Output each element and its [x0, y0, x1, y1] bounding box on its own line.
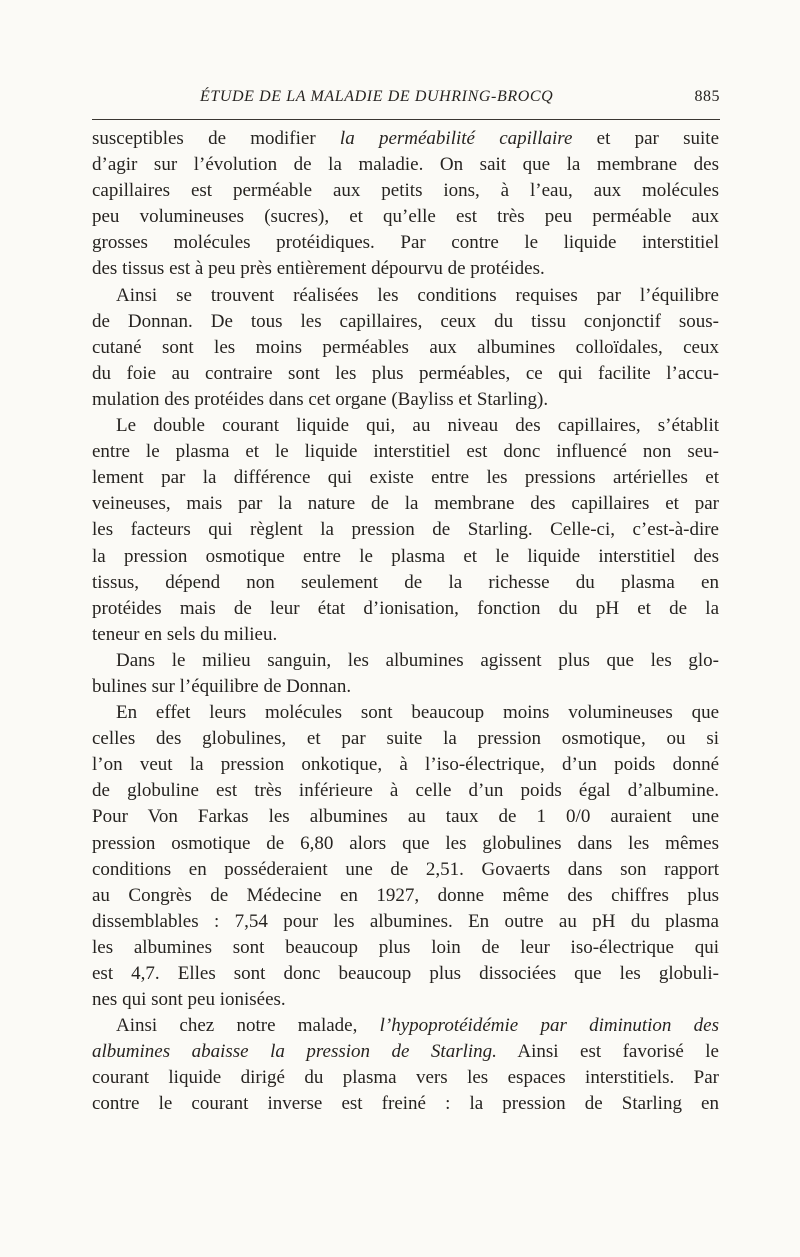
- text-line: au Congrès de Médecine en 1927, donne même des chiffres plus: [92, 884, 719, 906]
- text-line: conditions en posséderaient une de 2,51. Govaerts dans son rapport: [92, 858, 719, 880]
- italic-phrase: albumines abaisse la pression de Starling.: [92, 1041, 497, 1063]
- text-line: courant liquide dirigé du plasma vers les espaces interstitiels. Par: [92, 1067, 719, 1089]
- text-line: Ainsi chez notre malade, l’hypoprotéidémie par diminution des: [116, 1015, 719, 1037]
- text-line: grosses molécules protéidiques. Par contre le liquide interstitiel: [92, 232, 719, 254]
- text-line: Dans le milieu sanguin, les albumines agissent plus que les glo-: [116, 649, 719, 671]
- text-line: d’agir sur l’évolution de la maladie. On sait que la membrane des: [92, 154, 719, 176]
- text-line: protéides mais de leur état d’ionisation, fonction du pH et de la: [92, 597, 719, 619]
- text-line: du foie au contraire sont les plus perméables, ce qui facilite l’accu-: [92, 362, 719, 384]
- text-line: contre le courant inverse est freiné : la pression de Starling en: [92, 1093, 719, 1115]
- text-line: est 4,7. Elles sont donc beaucoup plus dissociées que les globuli-: [92, 963, 719, 984]
- text-line: Ainsi se trouvent réalisées les conditions requises par l’équilibre: [116, 284, 719, 306]
- italic-phrase: la perméabilité capillaire: [339, 128, 573, 149]
- text-line: la pression osmotique entre le plasma et le liquide interstitiel des: [92, 545, 719, 567]
- text-line: celles des globulines, et par suite la pression osmotique, ou si: [92, 728, 719, 750]
- text-line: susceptibles de modifier la perméabilité capillaire et par suite: [92, 128, 720, 149]
- text-line: teneur en sels du milieu.: [92, 623, 278, 645]
- page-header: [92, 88, 720, 114]
- text-line: bulines sur l’équilibre de Donnan.: [92, 675, 352, 697]
- text-line: cutané sont les moins perméables aux albumines colloïdales, ceux: [92, 336, 719, 358]
- text-line: lement par la différence qui existe entre les pressions artérielles et: [92, 467, 719, 489]
- text-line: de globuline est très inférieure à celle d’un poids égal d’albumine.: [92, 780, 719, 802]
- text-line: les facteurs qui règlent la pression de Starling. Celle-ci, c’est-à-dire: [92, 519, 719, 541]
- text-line: les albumines sont beaucoup plus loin de leur iso-électrique qui: [92, 936, 719, 958]
- text-line: Le double courant liquide qui, au niveau des capillaires, s’établit: [116, 415, 719, 437]
- text-line: dissemblables : 7,54 pour les albumines. En outre au pH du plasma: [92, 910, 719, 932]
- text-line: pression osmotique de 6,80 alors que les globulines dans les mêmes: [92, 832, 719, 854]
- text-line: En effet leurs molécules sont beaucoup moins volumineuses que: [116, 702, 719, 724]
- text-line: de Donnan. De tous les capillaires, ceux du tissu conjonctif sous-: [92, 310, 719, 332]
- running-title: ÉTUDE DE LA MALADIE DE DUHRING-BROCQ: [200, 88, 554, 105]
- text-line: entre le plasma et le liquide interstitiel est donc influencé non seu-: [92, 441, 719, 463]
- text-line: tissus, dépend non seulement de la richesse du plasma en: [92, 571, 719, 593]
- text-line: albumines abaisse la pression de Starling. Ainsi est favorisé le: [92, 1041, 719, 1063]
- header-rule: [92, 119, 720, 120]
- body-text: [92, 126, 719, 1118]
- text-line: mulation des protéides dans cet organe (Bayliss et Starling).: [92, 388, 549, 410]
- text-line: des tissus est à peu près entièrement dépourvu de protéides.: [92, 258, 545, 280]
- text-line: veineuses, mais par la nature de la membrane des capillaires et par: [92, 493, 719, 515]
- page-number: 885: [694, 88, 720, 105]
- text-line: capillaires est perméable aux petits ions, à l’eau, aux molécules: [92, 180, 719, 202]
- italic-phrase: l’hypoprotéidémie par diminution des: [379, 1015, 719, 1037]
- text-line: l’on veut la pression onkotique, à l’iso-électrique, d’un poids donné: [92, 754, 719, 776]
- text-line: nes qui sont peu ionisées.: [92, 989, 286, 1011]
- text-line: Pour Von Farkas les albumines au taux de 1 0/0 auraient une: [92, 806, 719, 828]
- text-line: peu volumineuses (sucres), et qu’elle est très peu perméable aux: [92, 206, 719, 228]
